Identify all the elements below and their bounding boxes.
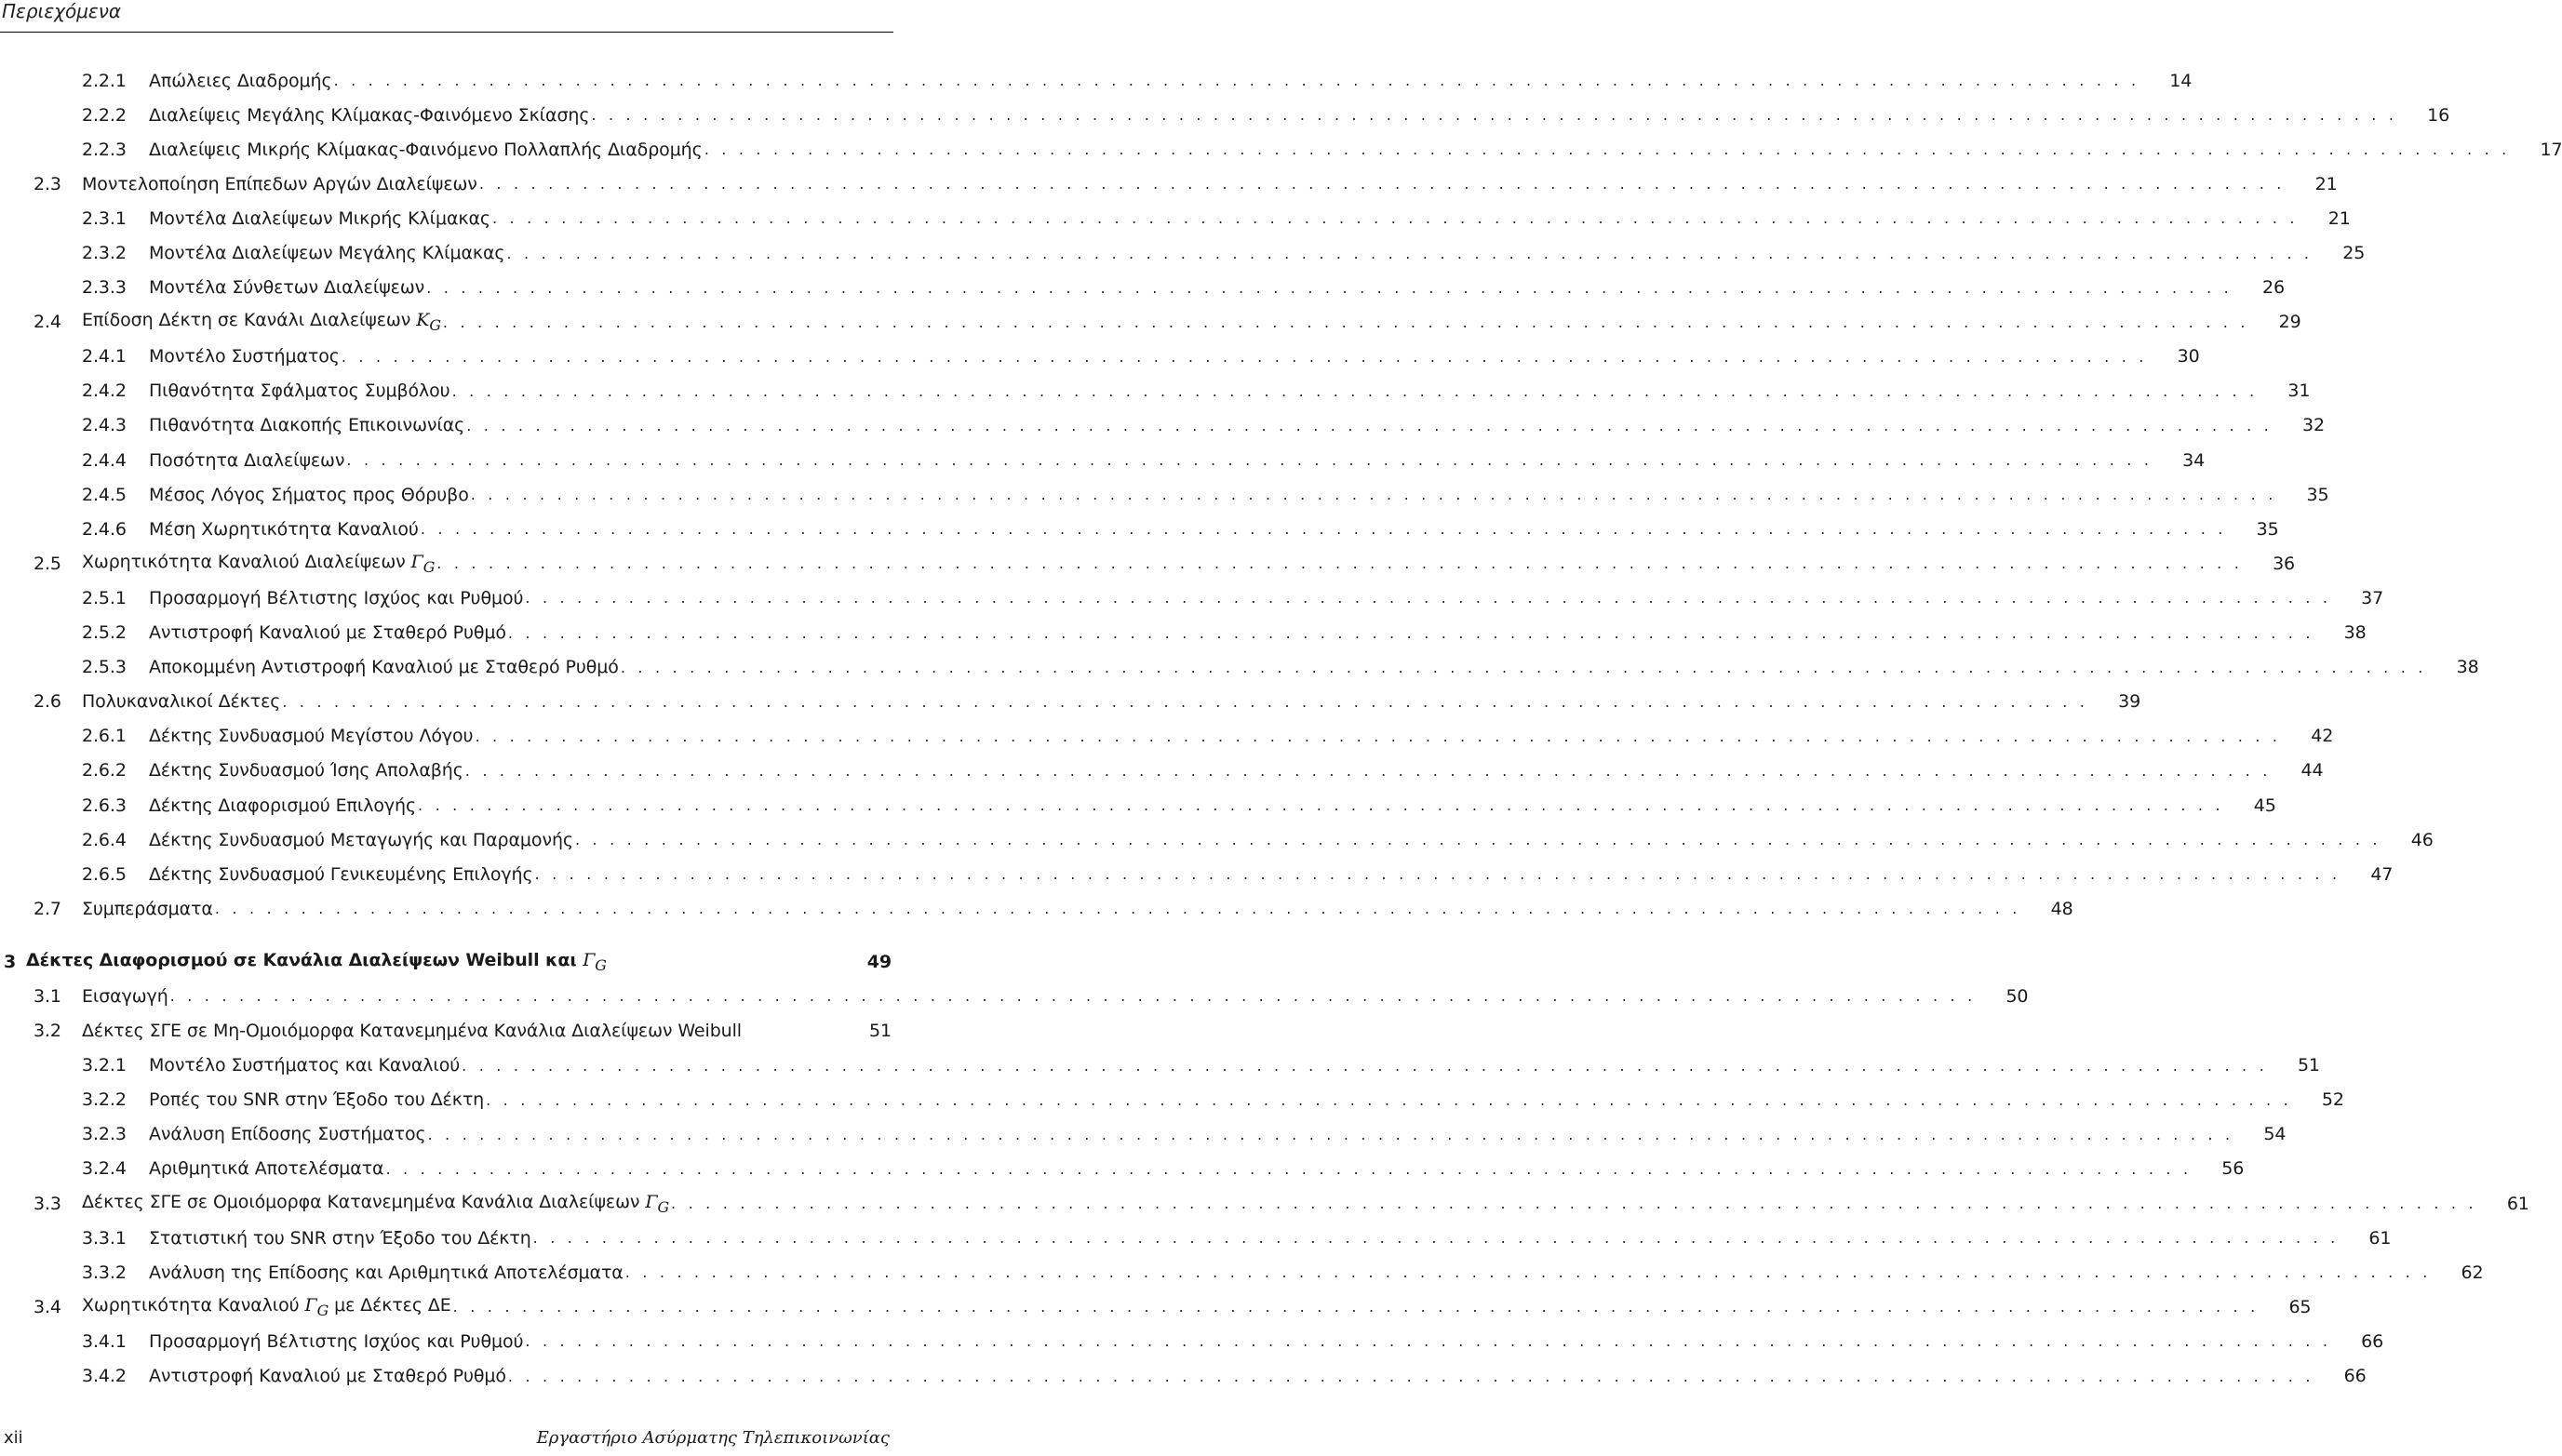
toc-entry[interactable]	[0, 98, 2450, 132]
dot-leader: . . . . . . . . . . . . . . . . . . . . . . . . . . . . . . . . . . . . . . . . . . . . . . . . . . . . . . . . . . . . . . . . . . . . . . . . . . . . . . . . . . . . . . . . . . . . . . . . . . . . . . . . .	[470, 486, 2277, 504]
math-subscript: G	[429, 316, 441, 335]
entry-page: 35	[2306, 484, 2329, 505]
entry-title: Διαλείψεις Μεγάλης Κλίμακας-Φαινόμενο Σκίασης	[149, 104, 590, 126]
toc-entry[interactable]	[0, 685, 2141, 719]
toc-entry[interactable]	[0, 477, 2329, 512]
toc-entry[interactable]	[0, 443, 2206, 477]
toc-entry[interactable]	[0, 1152, 2245, 1186]
dot-leader: . . . . . . . . . . . . . . . . . . . . . . . . . . . . . . . . . . . . . . . . . . . . . . . . . . . . . . . . . . . . . . . . . . . . . . . . . . . . . . . . . . . . . . . . . . . . . . . . . . . . . . . . .	[532, 1229, 2340, 1248]
entry-title: Προσαρμογή Βέλτιστης Ισχύος και Ρυθμού	[149, 587, 524, 608]
entry-title: Προσαρμογή Βέλτιστης Ισχύος και Ρυθμού	[149, 1330, 524, 1352]
dot-leader: . . . . . . . . . . . . . . . . . . . . . . . . . . . . . . . . . . . . . . . . . . . . . . . . . . . . . . . . . . . . . . . . . . . . . . . . . . . . . . . . . . . . . . . . . . . . . . . . . . . . . . . . .	[462, 1056, 2268, 1075]
math-subscript: G	[423, 557, 436, 576]
entry-page: 42	[2311, 726, 2334, 747]
entry-page: 32	[2301, 415, 2325, 436]
toc-entry[interactable]	[0, 1117, 2287, 1152]
entry-page: 61	[2506, 1193, 2529, 1214]
toc-entry[interactable]	[0, 1014, 893, 1049]
entry-number: 3.2.3	[82, 1124, 127, 1145]
entry-number: 2.5.2	[82, 622, 127, 644]
toc-entry[interactable]	[0, 719, 2334, 754]
dot-leader: . . . . . . . . . . . . . . . . . . . . . . . . . . . . . . . . . . . . . . . . . . . . . . . . . . . . . . . . . . . . . . . . . . . . . . . . . . . . . . . . . . . . . . . . . . . . . . . . . . . . . . . . .	[464, 761, 2272, 780]
dot-leader: . . . . . . . . . . . . . . . . . . . . . . . . . . . . . . . . . . . . . . . . . . . . . . . . . . . . . . . . . . . . . . . . . . . . . . . . . . . . . . . . . . . . . . . . . . . . . . . . . . . . . . . . .	[486, 1090, 2292, 1109]
dot-leader: . . . . . . . . . . . . . . . . . . . . . . . . . . . . . . . . . . . . . . . . . . . . . . . . . . . . . . . . . . . . . . . . . . . . . . . . . . . . . . . . . . . . . . . . . . . . . . . . . . . . . . . . .	[442, 313, 2249, 331]
toc-entry[interactable]	[0, 788, 2276, 822]
toc-entry[interactable]	[0, 616, 2367, 650]
entry-title: Ανάλυση Επίδοσης Συστήματος	[149, 1124, 426, 1145]
entry-number: 2.5.1	[82, 587, 127, 608]
entry-page: 50	[2005, 985, 2029, 1007]
entry-title: Μοντελοποίηση Επίπεδων Αργών Διαλείψεων	[82, 173, 477, 194]
toc-entry[interactable]	[0, 167, 2338, 201]
entry-title: Μοντέλα Διαλείψεων Μεγάλης Κλίμακας	[149, 243, 505, 264]
entry-title	[82, 1192, 669, 1216]
dot-leader: . . . . . . . . . . . . . . . . . . . . . . . . . . . . . . . . . . . . . . . . . . . . . . . . . . . . . . . . . . . . . . . . . . . . . . . . . . . . . . . . . . . . . . . . . . . . . . . . . . . . . . . . .	[525, 1332, 2332, 1351]
toc-entry[interactable]	[0, 1289, 2312, 1324]
entry-page: 21	[2327, 207, 2351, 229]
entry-page: 37	[2361, 587, 2384, 608]
entry-page: 66	[2361, 1330, 2384, 1352]
entry-page: 54	[2263, 1124, 2287, 1145]
dot-leader: . . . . . . . . . . . . . . . . . . . . . . . . . . . . . . . . . . . . . . . . . . . . . . . . . . . . . . . . . . . . . . . . . . . . . . . . . . . . . . . . . . . . . . . . . . . . . . . . . . . . . . . . .	[427, 1125, 2234, 1143]
math-subscript: G	[595, 955, 607, 974]
entry-number: 2.6.5	[82, 863, 127, 885]
running-header-title: Περιεχόμενα	[2, 0, 122, 22]
entry-number: 3.2.2	[82, 1089, 127, 1111]
toc-entry[interactable]	[0, 822, 2434, 857]
entry-number: 2.5	[34, 553, 61, 574]
dot-leader: . . . . . . . . . . . . . . . . . . . . . . . . . . . . . . . . . . . . . . . . . . . . . . . . . . . . . . . . . . . . . . . . . . . . . . . . . . . . . . . . . . . . . . . . . . . . . . . . . . . . . . . . .	[624, 1263, 2432, 1282]
toc-entry[interactable]	[0, 1221, 2392, 1255]
entry-number: 3.1	[34, 985, 61, 1007]
entry-number: 2.6.4	[82, 829, 127, 850]
entry-number: 3.2	[34, 1021, 61, 1042]
entry-title: Αντιστροφή Καναλιού με Σταθερό Ρυθμό	[149, 622, 506, 644]
entry-title: Δέκτες ΣΓΕ σε Μη-Ομοιόμορφα Κατανεμημένα Κανάλια Διαλείψεων Weibull	[82, 1021, 742, 1042]
entry-title: Δέκτης Διαφορισμού Επιλογής	[149, 795, 417, 816]
entry-title	[82, 1295, 451, 1319]
dot-leader: . . . . . . . . . . . . . . . . . . . . . . . . . . . . . . . . . . . . . . . . . . . . . . . . . . . . . . . . . . . . . . . . . . . . . . . . . . . . . . . . . . . . . . . . . . . . . . . . . . . . . . . . .	[574, 831, 2381, 849]
entry-page: 51	[869, 1021, 892, 1042]
chapter-number: 3	[4, 951, 17, 972]
toc-entry[interactable]	[0, 340, 2200, 374]
dot-leader: . . . . . . . . . . . . . . . . . . . . . . . . . . . . . . . . . . . . . . . . . . . . . . . . . . . . . . . . . . . . . . . . . . . . . . . . . . . . . . . . . . . . . . . . . . . . . . . . . . . . . . . . .	[478, 175, 2286, 194]
toc-entry[interactable]	[0, 271, 2285, 305]
dot-leader: . . . . . . . . . . . . . . . . . . . . . . . . . . . . . . . . . . . . . . . . . . . . . . . . . . . . . . . . . . . . . . . . . . . . . . . . . . . . . . . . . . . . . . . . . . . . . . . . . . . . . . . . .	[341, 347, 2148, 366]
entry-title: Δέκτης Συνδυασμού Γενικευμένης Επιλογής	[149, 863, 533, 885]
entry-number: 2.6.1	[82, 726, 127, 747]
entry-page: 35	[2256, 518, 2279, 540]
entry-title: Απώλειες Διαδρομής	[149, 70, 332, 91]
entry-number: 3.3.2	[82, 1262, 127, 1283]
entry-page: 17	[2540, 139, 2562, 160]
dot-leader: . . . . . . . . . . . . . . . . . . . . . . . . . . . . . . . . . . . . . . . . . . . . . . . . . . . . . . . . . . . . . . . . . . . . . . . . . . . . . . . . . . . . . . . . . . . . . . . . . . . . . . . . .	[507, 623, 2314, 642]
entry-number: 2.3	[34, 173, 61, 194]
dot-leader: . . . . . . . . . . . . . . . . . . . . . . . . . . . . . . . . . . . . . . . . . . . . . . . . . . . . . . . . . . . . . . . . . . . . . . . . . . . . . . . . . . . . . . . . . . . . . . . . . . . . . . . . .	[525, 589, 2332, 608]
entry-title: Πιθανότητα Διακοπής Επικοινωνίας	[149, 415, 465, 436]
entry-number: 2.4.6	[82, 518, 127, 540]
entry-title: Στατιστική του SNR στην Έξοδο του Δέκτη	[149, 1227, 531, 1249]
toc-entry[interactable]	[0, 979, 2029, 1013]
dot-leader: . . . . . . . . . . . . . . . . . . . . . . . . . . . . . . . . . . . . . . . . . . . . . . . . . . . . . . . . . . . . . . . . . . . . . . . . . . . . . . . . . . . . . . . . . . . . . . . . . . . . . . . . .	[420, 520, 2227, 539]
entry-number: 2.5.3	[82, 657, 127, 678]
entry-page: 30	[2177, 346, 2200, 367]
entry-number: 2.3.2	[82, 243, 127, 264]
entry-page: 29	[2278, 312, 2301, 333]
dot-leader: . . . . . . . . . . . . . . . . . . . . . . . . . . . . . . . . . . . . . . . . . . . . . . . . . . . . . . . . . . . . . . . . . . . . . . . . . . . . . . . . . . . . . . . . . . . . . . . . . . . . . . . . .	[385, 1159, 2193, 1178]
dot-leader: . . . . . . . . . . . . . . . . . . . . . . . . . . . . . . . . . . . . . . . . . . . . . . . . . . . . . . . . . . . . . . . . . . . . . . . . . . . . . . . . . . . . . . . . . . . . . . . . . . . . . . . . .	[507, 1367, 2314, 1385]
dot-leader: . . . . . . . . . . . . . . . . . . . . . . . . . . . . . . . . . . . . . . . . . . . . . . . . . . . . . . . . . . . . . . . . . . . . . . . . . . . . . . . . . . . . . . . . . . . . . . . . . . . . . . . . .	[491, 209, 2299, 228]
entry-title: Μέση Χωρητικότητα Καναλιού	[149, 518, 419, 540]
dot-leader: . . . . . . . . . . . . . . . . . . . . . . . . . . . . . . . . . . . . . . . . . . . . . . . . . . . . . . . . . . . . . . . . . . . . . . . . . . . . . . . . . . . . . . . . . . . . . . . . . . . . . . . . .	[704, 140, 2511, 159]
dot-leader: . . . . . . . . . . . . . . . . . . . . . . . . . . . . . . . . . . . . . . . . . . . . . . . . . . . . . . . . . . . . . . . . . . . . . . . . . . . . . . . . . . . . . . . . . . . . . . . . . . . . . . . . .	[451, 381, 2259, 400]
entry-title: Δέκτης Συνδυασμού Μεταγωγής και Παραμονής	[149, 829, 573, 850]
toc-entry[interactable]	[0, 891, 2073, 926]
entry-number: 2.6	[34, 691, 61, 713]
entry-page: 47	[2370, 863, 2394, 885]
toc-entry[interactable]	[0, 374, 2311, 408]
entry-page: 46	[2410, 829, 2434, 850]
entry-page: 61	[2368, 1227, 2392, 1249]
dot-leader: . . . . . . . . . . . . . . . . . . . . . . . . . . . . . . . . . . . . . . . . . . . . . . . . . . . . . . . . . . . . . . . . . . . . . . . . . . . . . . . . . . . . . . . . . . . . . . . . . . . . . . . . .	[418, 796, 2224, 815]
toc-entry[interactable]	[0, 512, 2279, 546]
entry-title-text: Χωρητικότητα Καναλιού Διαλείψεων	[82, 551, 406, 572]
entry-page: 44	[2300, 760, 2324, 781]
chapter-page: 49	[866, 951, 892, 972]
dot-leader: . . . . . . . . . . . . . . . . . . . . . . . . . . . . . . . . . . . . . . . . . . . . . . . . . . . . . . . . . . . . . . . . . . . . . . . . . . . . . . . . . . . . . . . . . . . . . . . . . . . . . . . . .	[333, 72, 2140, 90]
entry-number: 3.4.1	[82, 1330, 127, 1352]
entry-page: 38	[2343, 622, 2367, 644]
toc-entry[interactable]	[0, 408, 2325, 443]
entry-title: Ανάλυση της Επίδοσης και Αριθμητικά Αποτελέσματα	[149, 1262, 624, 1283]
entry-number: 2.7	[34, 898, 61, 919]
entry-page: 21	[2314, 173, 2338, 194]
chapter-title	[26, 950, 607, 974]
entry-page: 45	[2253, 795, 2276, 816]
toc-entry[interactable]	[0, 1255, 2484, 1289]
dot-leader: . . . . . . . . . . . . . . . . . . . . . . . . . . . . . . . . . . . . . . . . . . . . . . . . . . . . . . . . . . . . . . . . . . . . . . . . . . . . . . . . . . . . . . . . . . . . . . . . . . . . . . . . .	[426, 278, 2233, 297]
entry-number: 3.3	[34, 1193, 61, 1214]
entry-page: 25	[2342, 243, 2366, 264]
entry-title: Αντιστροφή Καναλιού με Σταθερό Ρυθμό	[149, 1366, 506, 1387]
entry-title: Μοντέλα Σύνθετων Διαλείψεων	[149, 277, 425, 299]
toc-entry[interactable]	[0, 1049, 2320, 1083]
toc-entry[interactable]	[0, 546, 2296, 581]
toc-entry[interactable]	[0, 1324, 2384, 1358]
chapter-title-text: Δέκτες Διαφορισμού σε Κανάλια Διαλείψεων Weibull και	[26, 949, 577, 970]
math-symbol: Γ	[583, 949, 596, 970]
entry-number: 2.4	[34, 312, 61, 333]
entry-title-text: Επίδοση Δέκτη σε Κανάλι Διαλείψεων	[82, 310, 411, 331]
dot-leader: . . . . . . . . . . . . . . . . . . . . . . . . . . . . . . . . . . . . . . . . . . . . . . . . . . . . . . . . . . . . . . . . . . . . . . . . . . . . . . . . . . . . . . . . . . . . . . . . . . . . . . . . .	[169, 987, 1977, 1006]
entry-title: Διαλείψεις Μικρής Κλίμακας-Φαινόμενο Πολλαπλής Διαδρομής	[149, 139, 703, 160]
toc-entry[interactable]	[0, 132, 2562, 167]
entry-page: 38	[2456, 657, 2479, 678]
math-symbol: K	[416, 310, 430, 331]
entry-title: Δέκτης Συνδυασμού Ίσης Απολαβής	[149, 760, 463, 781]
entry-title-text: Χωρητικότητα Καναλιού	[82, 1294, 300, 1316]
entry-number: 2.2.2	[82, 104, 127, 126]
entry-number: 2.3.1	[82, 207, 127, 229]
entry-title-text: Δέκτες ΣΓΕ σε Ομοιόμορφα Κατανεμημένα Κανάλια Διαλείψεων	[82, 1191, 640, 1212]
entry-title: Δέκτης Συνδυασμού Μεγίστου Λόγου	[149, 726, 474, 747]
math-symbol: Γ	[645, 1191, 658, 1212]
toc-entry[interactable]	[0, 1083, 2344, 1117]
entry-title: Ροπές του SNR στην Έξοδο του Δέκτη	[149, 1089, 485, 1111]
entry-title: Εισαγωγή	[82, 985, 168, 1007]
header-rule	[0, 32, 893, 33]
entry-number: 2.6.2	[82, 760, 127, 781]
entry-number: 2.2.3	[82, 139, 127, 160]
entry-title	[82, 552, 435, 576]
entry-number: 2.4.4	[82, 449, 127, 471]
entry-number: 3.2.1	[82, 1055, 127, 1076]
entry-title: Μοντέλο Συστήματος και Καναλιού	[149, 1055, 461, 1076]
chapter-spacer	[0, 926, 893, 944]
entry-number: 3.4	[34, 1296, 61, 1317]
toc-entry[interactable]	[0, 1358, 2367, 1393]
math-subscript: G	[316, 1301, 329, 1319]
toc-entry[interactable]	[0, 754, 2324, 788]
math-symbol: Γ	[304, 1294, 317, 1316]
entry-page: 56	[2221, 1158, 2245, 1180]
toc-entry[interactable]	[0, 63, 2193, 98]
dot-leader: . . . . . . . . . . . . . . . . . . . . . . . . . . . . . . . . . . . . . . . . . . . . . . . . . . . . . . . . . . . . . . . . . . . . . . . . . . . . . . . . . . . . . . . . . . . . . . . . . . . . . . . . .	[282, 692, 2089, 711]
entry-number: 2.2.1	[82, 70, 127, 91]
dot-leader: . . . . . . . . . . . . . . . . . . . . . . . . . . . . . . . . . . . . . . . . . . . . . . . . . . . . . . . . . . . . . . . . . . . . . . . . . . . . . . . . . . . . . . . . . . . . . . . . . . . . . . . . .	[214, 900, 2021, 918]
entry-number: 2.4.2	[82, 381, 127, 402]
dot-leader: . . . . . . . . . . . . . . . . . . . . . . . . . . . . . . . . . . . . . . . . . . . . . . . . . . . . . . . . . . . . . . . . . . . . . . . . . . . . . . . . . . . . . . . . . . . . . . . . . . . . . . . . .	[346, 451, 2153, 470]
entry-page: 39	[2118, 691, 2141, 713]
entry-page: 16	[2427, 104, 2450, 126]
entry-title: Μέσος Λόγος Σήματος προς Θόρυβο	[149, 484, 469, 505]
dot-leader: . . . . . . . . . . . . . . . . . . . . . . . . . . . . . . . . . . . . . . . . . . . . . . . . . . . . . . . . . . . . . . . . . . . . . . . . . . . . . . . . . . . . . . . . . . . . . . . . . . . . . . . . .	[671, 1195, 2477, 1213]
entry-title: Μοντέλα Διαλείψεων Μικρής Κλίμακας	[149, 207, 490, 229]
math-symbol: Γ	[410, 551, 423, 572]
dot-leader: . . . . . . . . . . . . . . . . . . . . . . . . . . . . . . . . . . . . . . . . . . . . . . . . . . . . . . . . . . . . . . . . . . . . . . . . . . . . . . . . . . . . . . . . . . . . . . . . . . . . . . . . .	[436, 554, 2244, 573]
footer-lab-name: Εργαστήριο Ασύρματης Τηλεπικοινωνίας	[536, 1428, 890, 1448]
entry-title: Συμπεράσματα	[82, 898, 213, 919]
entry-page: 34	[2182, 449, 2206, 471]
dot-leader: . . . . . . . . . . . . . . . . . . . . . . . . . . . . . . . . . . . . . . . . . . . . . . . . . . . . . . . . . . . . . . . . . . . . . . . . . . . . . . . . . . . . . . . . . . . . . . . . . . . . . . . . .	[620, 658, 2427, 676]
toc-entry[interactable]	[0, 1186, 2529, 1221]
entry-number: 3.4.2	[82, 1366, 127, 1387]
toc-entry[interactable]	[0, 581, 2384, 615]
dot-leader: . . . . . . . . . . . . . . . . . . . . . . . . . . . . . . . . . . . . . . . . . . . . . . . . . . . . . . . . . . . . . . . . . . . . . . . . . . . . . . . . . . . . . . . . . . . . . . . . . . . . . . . . .	[475, 727, 2282, 745]
entry-page: 26	[2261, 277, 2285, 299]
entry-number: 3.2.4	[82, 1158, 127, 1180]
entry-number: 2.3.3	[82, 277, 127, 299]
table-of-contents	[0, 63, 2562, 1394]
entry-page: 31	[2287, 381, 2311, 402]
entry-title: Πιθανότητα Σφάλματος Συμβόλου	[149, 381, 450, 402]
toc-entry[interactable]	[0, 305, 2301, 340]
entry-number: 2.4.3	[82, 415, 127, 436]
entry-page: 62	[2461, 1262, 2484, 1283]
math-subscript: G	[657, 1197, 670, 1216]
toc-entry[interactable]	[0, 235, 2366, 270]
entry-number: 2.4.1	[82, 346, 127, 367]
dot-leader: . . . . . . . . . . . . . . . . . . . . . . . . . . . . . . . . . . . . . . . . . . . . . . . . . . . . . . . . . . . . . . . . . . . . . . . . . . . . . . . . . . . . . . . . . . . . . . . . . . . . . . . . .	[452, 1298, 2260, 1316]
entry-number: 3.3.1	[82, 1227, 127, 1249]
dot-leader: . . . . . . . . . . . . . . . . . . . . . . . . . . . . . . . . . . . . . . . . . . . . . . . . . . . . . . . . . . . . . . . . . . . . . . . . . . . . . . . . . . . . . . . . . . . . . . . . . . . . . . . . .	[506, 244, 2314, 262]
entry-page: 65	[2288, 1296, 2312, 1317]
toc-entry[interactable]	[0, 650, 2479, 685]
entry-title-suffix: με Δέκτες ΔΕ	[334, 1294, 451, 1316]
entry-page: 52	[2321, 1089, 2344, 1111]
entry-title: Αριθμητικά Αποτελέσματα	[149, 1158, 384, 1180]
entry-title	[82, 310, 441, 334]
dot-leader: . . . . . . . . . . . . . . . . . . . . . . . . . . . . . . . . . . . . . . . . . . . . . . . . . . . . . . . . . . . . . . . . . . . . . . . . . . . . . . . . . . . . . . . . . . . . . . . . . . . . . . . . .	[466, 416, 2273, 434]
entry-number: 2.4.5	[82, 484, 127, 505]
entry-page: 14	[2169, 70, 2193, 91]
entry-number: 2.6.3	[82, 795, 127, 816]
entry-title: Αποκομμένη Αντιστροφή Καναλιού με Σταθερό Ρυθμό	[149, 657, 619, 678]
toc-entry[interactable]	[0, 201, 2351, 235]
entry-title: Ποσότητα Διαλείψεων	[149, 449, 345, 471]
dot-leader: . . . . . . . . . . . . . . . . . . . . . . . . . . . . . . . . . . . . . . . . . . . . . . . . . . . . . . . . . . . . . . . . . . . . . . . . . . . . . . . . . . . . . . . . . . . . . . . . . . . . . . . . .	[591, 106, 2398, 125]
dot-leader: . . . . . . . . . . . . . . . . . . . . . . . . . . . . . . . . . . . . . . . . . . . . . . . . . . . . . . . . . . . . . . . . . . . . . . . . . . . . . . . . . . . . . . . . . . . . . . . . . . . . . . . . .	[534, 865, 2341, 884]
footer-page-number: xii	[4, 1428, 23, 1448]
entry-page: 48	[2050, 898, 2073, 919]
entry-title: Μοντέλο Συστήματος	[149, 346, 340, 367]
toc-chapter-entry[interactable]	[0, 944, 893, 979]
entry-page: 51	[2297, 1055, 2320, 1076]
entry-title: Πολυκαναλικοί Δέκτες	[82, 691, 281, 713]
entry-page: 66	[2343, 1366, 2367, 1387]
toc-entry[interactable]	[0, 857, 2394, 891]
entry-page: 36	[2273, 553, 2296, 574]
